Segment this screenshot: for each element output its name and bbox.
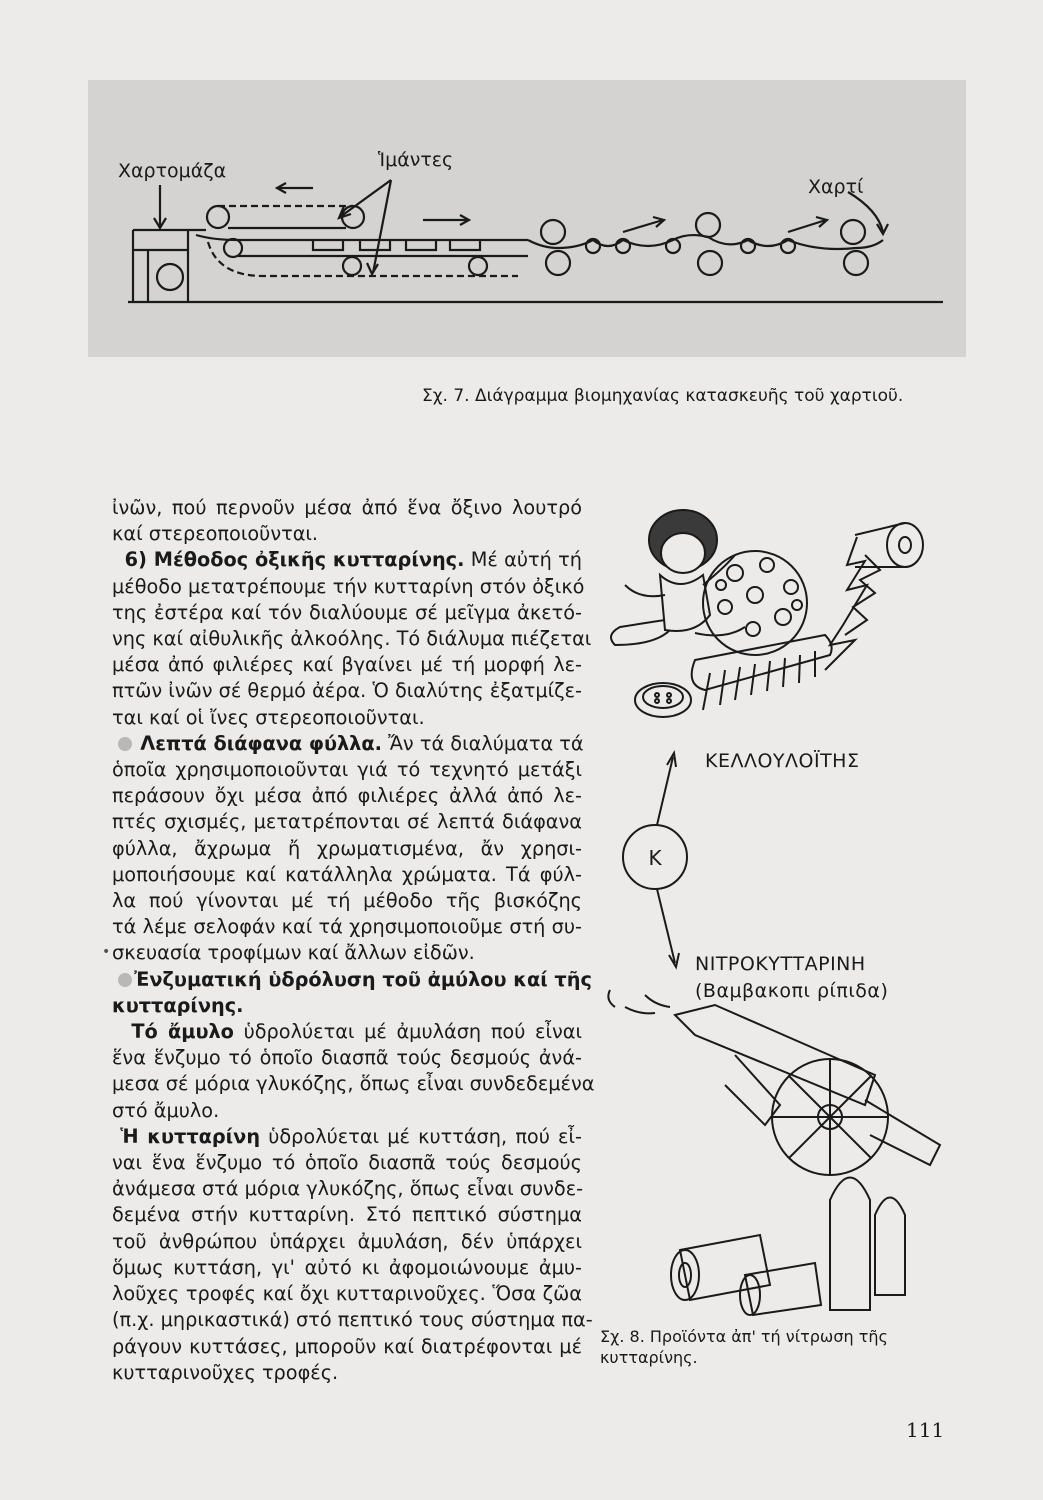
comb-drawing [692,635,832,710]
text-span: Μέ αὐτή τή [470,548,583,572]
method-heading-line [112,547,582,573]
enzyme-heading: Ἐνζυματική ὑδρόλυση τοῦ ἀμύλου καί τῆς [134,967,592,991]
method-heading: 6) Μέθοδος ὀξικῆς κυτταρίνης. [124,548,465,572]
text-line: καί στερεοποιοῦνται. [112,522,319,546]
text-line: τά λέμε σελοφάν καί τά χρησιμοποιοῦμε στή συ- [112,915,582,939]
text-line: μοποιήσουμε καί κατάλληλα χρώματα. Τά φύλ- [112,862,582,886]
figure8-caption-line1: Σχ. 8. Προϊόντα ἀπ' τή νίτρωση τῆς [600,1327,888,1346]
film-roll-drawing [825,523,923,670]
starch-line [112,1019,582,1045]
products-illustration [585,495,955,1335]
text-line: νης καί αἰθυλικῆς ἀλκοόλης. Τό διάλυμα πιέζεται [112,627,592,651]
figure7-caption: Σχ. 7. Διάγραμμα βιομηχανίας κατασκευῆς τοῦ χαρτιοῦ. [422,386,904,406]
text-line: ἀνάμεσα στά μόρια γλυκόζης, ὅπως εἶναι συνδε- [112,1177,584,1201]
text-line: ναι ἕνα ἕνζυμο τό ὁποῖο διασπᾶ τούς δεσμούς [112,1151,582,1175]
celluloid-label: ΚΕΛΛΟΥΛΟΪΤΗΣ [705,750,860,772]
text-line: πτές σχισμές, μετατρέπονται σέ λεπτά διάφανα [112,810,582,834]
belts-label: Ἱμάντες [378,149,454,171]
text-line: ὁποῖα χρησιμοποιοῦνται γιά τό τεχνητό μετάξι [112,758,582,782]
nitration-products-figure [585,495,955,1335]
text-line: της ἐστέρα καί τόν διαλύουμε σέ μεῖγμα ἀκετό- [112,600,582,624]
enzyme-heading-line [112,967,592,993]
cellulose-lead: Ἡ κυτταρίνη [120,1124,261,1148]
cannon-drawing [608,990,940,1175]
shells-drawing [671,1178,905,1316]
margin-mark: • [102,944,111,960]
text-line: πτῶν ἰνῶν σέ θερμό ἀέρα. Ὁ διαλύτης ἐξατμίζε- [112,679,582,703]
text-line: ράγουν κυττάσες, μποροῦν καί διατρέφονται μέ [112,1334,582,1358]
text-line: ται καί οἱ ἴνες στερεοποιοῦνται. [112,705,425,729]
text-line: στό ἄμυλο. [112,1098,220,1122]
starch-lead: Τό ἄμυλο [131,1020,234,1044]
text-line: κυτταρινοῦχες τροφές. [112,1360,339,1384]
text-line: μέθοδο μετατρέπουμε τήν κυτταρίνη στόν ὀξικό [112,574,585,598]
text-line: λοῦχες τροφές καί ὄχι κυτταρινοῦχες. Ὅσα ζῶα [112,1282,582,1306]
paper-label: Χαρτί [808,176,864,198]
nitrocellulose-label: ΝΙΤΡΟΚΥΤΤΑΡΙΝΗ [695,953,866,975]
text-line: μεσα σέ μόρια γλυκόζης, ὅπως εἶναι συνδεδεμένα [112,1072,595,1096]
text-line: ἕνα ἕνζυμο τό ὁποῖο διασπᾶ τούς δεσμούς ἀνά- [112,1046,582,1070]
cellulose-line [112,1124,582,1150]
text-line: λα πού γίνονται μέ τή μέθοδο τῆς βισκόζης [112,889,582,913]
paper-machine-drawing [88,80,966,357]
text-line: ἰνῶν, πού περνοῦν μέσα ἀπό ἕνα ὄξινο λουτρό [112,496,582,519]
enzyme-heading-cont: κυτταρίνης. [112,993,244,1017]
figure8-caption-line2: κυτταρίνης. [600,1348,698,1367]
page-number: 111 [906,1418,945,1442]
text-line: δεμένα στήν κυτταρίνη. Στό πεπτικό σύστημα [112,1203,582,1227]
films-heading: Λεπτά διάφανα φύλλα. [140,731,382,755]
text-line: ὅμως κυττάση, γι' αὐτό κι ἀφομοιώνουμε ἀμυ- [112,1255,582,1279]
paper-mill-diagram [88,80,966,357]
text-line: μέσα ἀπό φιλιέρες καί βγαίνει μέ τή μορφή λε- [112,653,582,677]
films-heading-line [112,731,582,757]
k-letter: Κ [648,846,662,870]
text-span: ὑδρολύεται μέ κυττάση, πού εἶ- [268,1124,582,1148]
bullet-icon [118,737,132,751]
nitrocellulose-sublabel: (Βαμβακοπι ρίπιδα) [695,980,889,1002]
bullet-icon [118,973,132,987]
text-line: σκευασία τροφίμων καί ἄλλων εἰδῶν. [112,941,475,965]
pulp-label: Χαρτομάζα [118,160,227,182]
ball-drawing [703,551,807,655]
text-line: (π.χ. μηρικαστικά) στό πεπτικό τους σύστημα πα- [112,1308,593,1332]
text-span: ὑδρολύεται μέ ἀμυλάση πού εἶναι [243,1020,583,1044]
body-text-column [112,495,595,1386]
button-drawing [635,683,691,717]
text-line: τοῦ ἀνθρώπου ὑπάρχει ἀμυλάση, δέν ὑπάρχει [112,1229,582,1253]
doll-drawing [611,510,745,645]
text-line: φύλλα, ἄχρωμα ἤ χρωματισμένα, ἄν χρησι- [112,836,582,860]
text-span: Ἄν τά διαλύματα τά [388,731,584,755]
text-line: περάσουν ὄχι μέσα ἀπό φιλιέρες ἀλλά ἀπό λε- [112,784,582,808]
figure8-caption [600,1326,960,1368]
